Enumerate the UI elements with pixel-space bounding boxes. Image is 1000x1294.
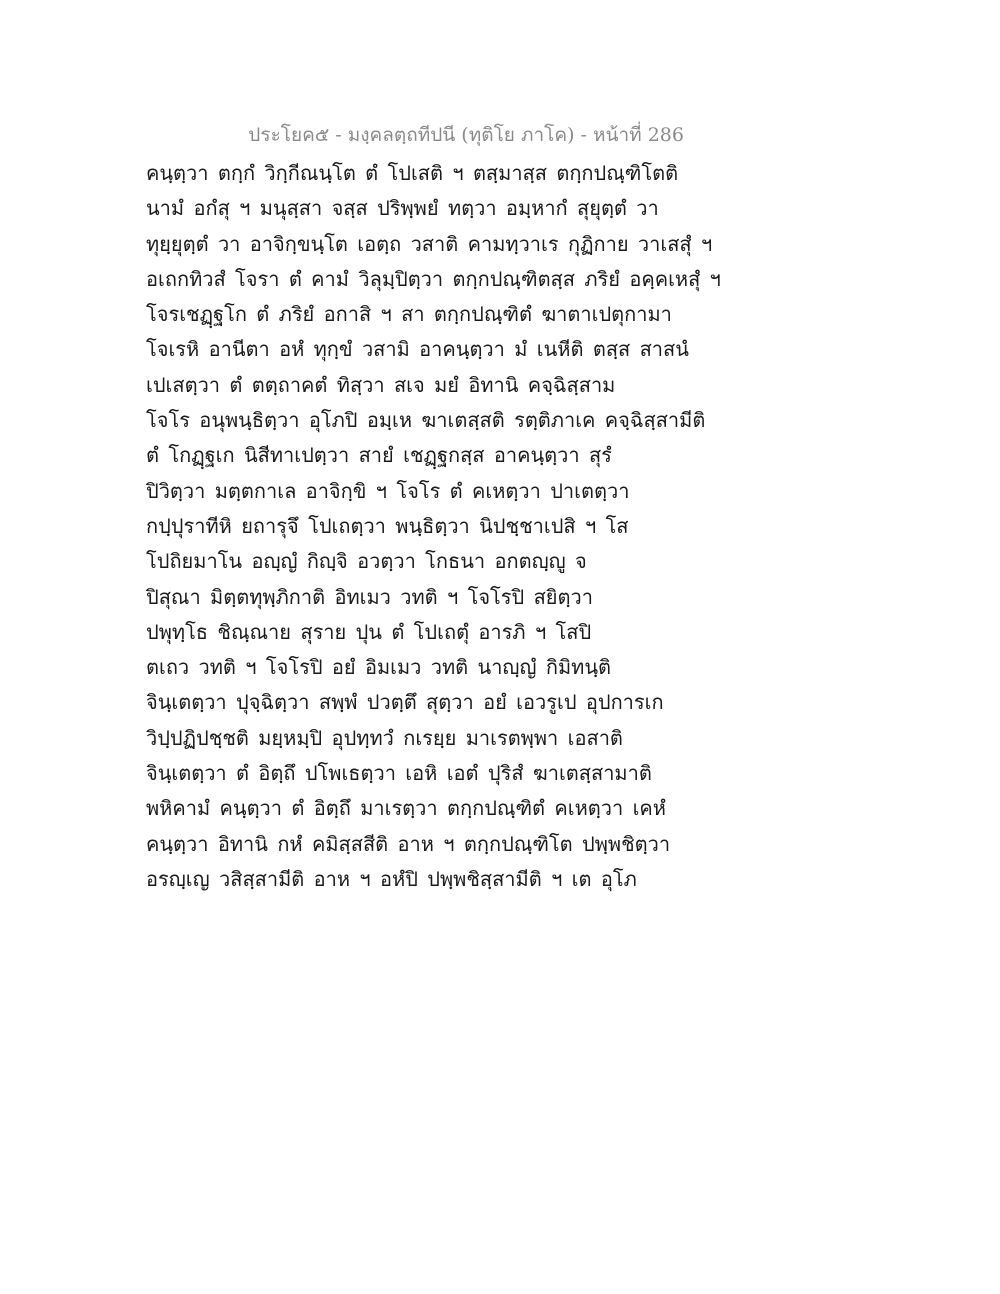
text-line-13: ปิสุณา มิตฺตทุพฺภิกาติ อิทเมว วทติ ฯ โจโรปิ สยิตฺวา: [146, 584, 593, 609]
text-line-2: นามํ อกํสุ ฯ มนุสฺสา จสฺส ปริพฺพยํ ทตฺวา อมฺหากํ สุยุตฺตํ วา: [146, 196, 659, 221]
text-line-17: วิปฺปฏิปชฺชติ มยฺหมฺปิ อุปทฺทวํ กเรยฺย มาเรตพฺพา เอสาติ: [146, 725, 623, 750]
text-line-7: เปเสตฺวา ตํ ตตฺถาคตํ ทิสฺวา สเจ มยํ อิทานิ คจฺฉิสฺสาม: [146, 372, 616, 397]
text-line-18: จินฺเตตฺวา ตํ อิตฺถึ ปโพเธตฺวา เอหิ เอตํ ปุริสํ ฆาเตสฺสามาติ: [146, 761, 652, 786]
text-line-9: ตํ โกฏฺฐเก นิสีทาเปตฺวา สายํ เชฏฺฐกสฺส อาคนฺตฺวา สุรํ: [146, 443, 612, 468]
running-header: ประโยค๕ - มงฺคลตฺถทีปนี (ทุติโย ภาโค) - หน้าที่ 286: [248, 124, 684, 146]
text-line-3: ทุยฺยุตฺตํ วา อาจิกฺขนฺโต เอตฺถ วสาติ คามทฺวาเร กุฏิกาย วาเสสุํ ฯ: [146, 231, 713, 256]
text-line-10: ปิวิตฺวา มตฺตกาเล อาจิกฺขิ ฯ โจโร ตํ คเหตฺวา ปาเตตฺวา: [146, 478, 630, 503]
text-line-1: คนฺตฺวา ตกฺกํ วิกฺกีณนฺโต ตํ โปเสติ ฯ ตสฺมาสฺส ตกฺกปณฺฑิโตติ: [146, 161, 679, 185]
text-line-15: ตเถว วทติ ฯ โจโรปิ อยํ อิมเมว วทติ นาญฺญํ กิมิทนฺติ: [146, 655, 611, 680]
text-line-4: อเถกทิวสํ โจรา ตํ คามํ วิลุมฺปิตฺวา ตกฺกปณฺฑิตสฺส ภริยํ อคฺคเหสุํ ฯ: [146, 266, 721, 291]
text-line-12: โปถิยมาโน อญฺญํ กิญฺจิ อวตฺวา โกธนา อกตญฺญู จ: [146, 549, 587, 574]
body-text: [146, 156, 721, 897]
text-line-8: โจโร อนุพนฺธิตฺวา อุโภปิ อมฺเห ฆาเตสฺสติ รตฺติภาเค คจฺฉิสฺสามีติ: [146, 408, 706, 433]
text-line-21: อรญฺเญ วสิสฺสามีติ อาห ฯ อหํปิ ปพฺพชิสฺสามีติ ฯ เต อุโภ: [146, 866, 637, 891]
text-line-5: โจรเชฏฺฐโก ตํ ภริยํ อกาสิ ฯ สา ตกฺกปณฺฑิตํ ฆาตาเปตุกามา: [146, 302, 672, 327]
text-line-6: โจเรหิ อานีตา อหํ ทุกฺขํ วสามิ อาคนฺตฺวา มํ เนหีติ ตสฺส สาสนํ: [146, 337, 689, 362]
text-line-14: ปพุทฺโธ ชิณฺณาย สุราย ปุน ตํ โปเถตุํ อารภิ ฯ โสปิ: [146, 619, 592, 644]
text-line-11: กปฺปุราทีหิ ยถารุจึ โปเถตฺวา พนฺธิตฺวา นิปชฺชาเปสิ ฯ โส: [146, 513, 629, 538]
text-line-20: คนฺตฺวา อิทานิ กหํ คมิสฺสสีติ อาห ฯ ตกฺกปณฺฑิโต ปพฺพชิตฺวา: [146, 831, 671, 856]
text-line-19: พหิคามํ คนฺตฺวา ตํ อิตฺถึ มาเรตฺวา ตกฺกปณฺฑิตํ คเหตฺวา เคหํ: [146, 796, 666, 821]
text-line-16: จินฺเตตฺวา ปุจฺฉิตฺวา สพฺพํ ปวตฺตึ สุตฺวา อยํ เอวรูเป อุปการเก: [146, 690, 664, 715]
